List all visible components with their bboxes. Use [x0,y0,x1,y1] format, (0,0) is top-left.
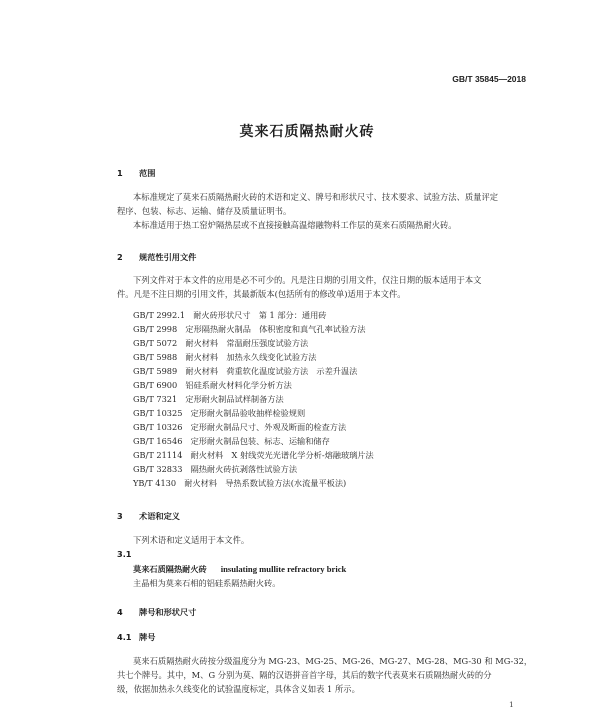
subsection-title: 牌号 [139,632,156,642]
reference-item: GB/T 2992.1 耐火砖形状尺寸 第 1 部分：通用砖 [133,310,327,320]
paragraph-line: 程序、包装、标志、运输、储存及质量证明书。 [117,206,292,216]
document-title: 莫来石质隔热耐火砖 [239,124,375,140]
reference-item: GB/T 5989 耐火材料 荷重软化温度试验方法 示差升温法 [133,366,358,376]
section-number: 2 [117,252,123,262]
section-title: 术语和定义 [139,511,180,521]
section-1-body [117,190,527,232]
paragraph-line: 本标准适用于热工窑炉隔热层或不直接接触高温熔融物料工作层的莫来石质隔热耐火砖。 [133,220,457,230]
section-number: 3 [117,511,123,521]
term-english: insulating mullite refractory brick [220,564,347,574]
section-2-heading [117,252,196,263]
reference-item: GB/T 10326 定形耐火制品尺寸、外观及断面的检查方法 [133,422,347,432]
term-chinese: 莫来石质隔热耐火砖 [133,564,207,574]
reference-item: GB/T 32833 隔热耐火砖抗剥落性试验方法 [133,464,298,474]
section-title: 规范性引用文件 [139,252,197,262]
reference-item: GB/T 2998 定形隔热耐火制品 体积密度和真气孔率试验方法 [133,324,366,334]
section-1-heading [117,168,155,179]
reference-item: GB/T 21114 耐火材料 X 射线荧光光谱化学分析-熔融玻璃片法 [133,450,374,460]
section-number: 1 [117,168,123,178]
subsection-4-1-heading [117,632,155,643]
section-4-heading [117,607,196,618]
reference-item: GB/T 5072 耐火材料 常温耐压强度试验方法 [133,338,309,348]
section-title: 范围 [139,168,156,178]
reference-item: GB/T 16546 定形耐火制品包装、标志、运输和储存 [133,436,330,446]
section-2-intro [117,273,527,301]
subsection-number: 4.1 [117,632,132,642]
subsection-number: 3.1 [117,549,132,559]
section-3-intro: 下列术语和定义适用于本文件。 [133,535,250,545]
term-entry [133,564,346,575]
section-title: 牌号和形状尺寸 [139,607,197,617]
reference-item: GB/T 6900 铝硅系耐火材料化学分析方法 [133,380,292,390]
reference-item: GB/T 7321 定形耐火制品试样制备方法 [133,394,284,404]
reference-item: GB/T 5988 耐火材料 加热永久线变化试验方法 [133,352,317,362]
paragraph-line: 件。凡是不注日期的引用文件，其最新版本(包括所有的修改单)适用于本文件。 [117,289,406,299]
paragraph-line: 下列文件对于本文件的应用是必不可少的。凡是注日期的引用文件，仅注日期的版本适用于本文 [133,275,482,285]
term-definition: 主晶相为莫来石相的铝硅系隔热耐火砖。 [133,578,281,588]
paragraph-line: 级，依据加热永久线变化的试验温度标定，具体含义如表 1 所示。 [117,684,360,694]
paragraph-line: 本标准规定了莫来石质隔热耐火砖的术语和定义、牌号和形状尺寸、技术要求、试验方法、质量评定 [133,192,499,202]
document-code: GB/T 35845—2018 [452,74,526,84]
section-3-heading [117,511,180,522]
section-4-body [117,654,533,696]
reference-item: YB/T 4130 耐火材料 导热系数试验方法(水流量平板法) [133,478,347,488]
section-number: 4 [117,607,123,617]
reference-item: GB/T 10325 定形耐火制品验收抽样检验规则 [133,408,306,418]
paragraph-line: 莫来石质隔热耐火砖按分级温度分为 MG-23、MG-25、MG-26、MG-27、MG-28、MG-30 和 MG-32， [133,656,533,666]
page-number: 1 [509,700,514,709]
paragraph-line: 共七个牌号。其中，M、G 分别为莫、隔的汉语拼音首字母，其后的数字代表莫来石质隔热耐火砖的分 [117,670,492,680]
